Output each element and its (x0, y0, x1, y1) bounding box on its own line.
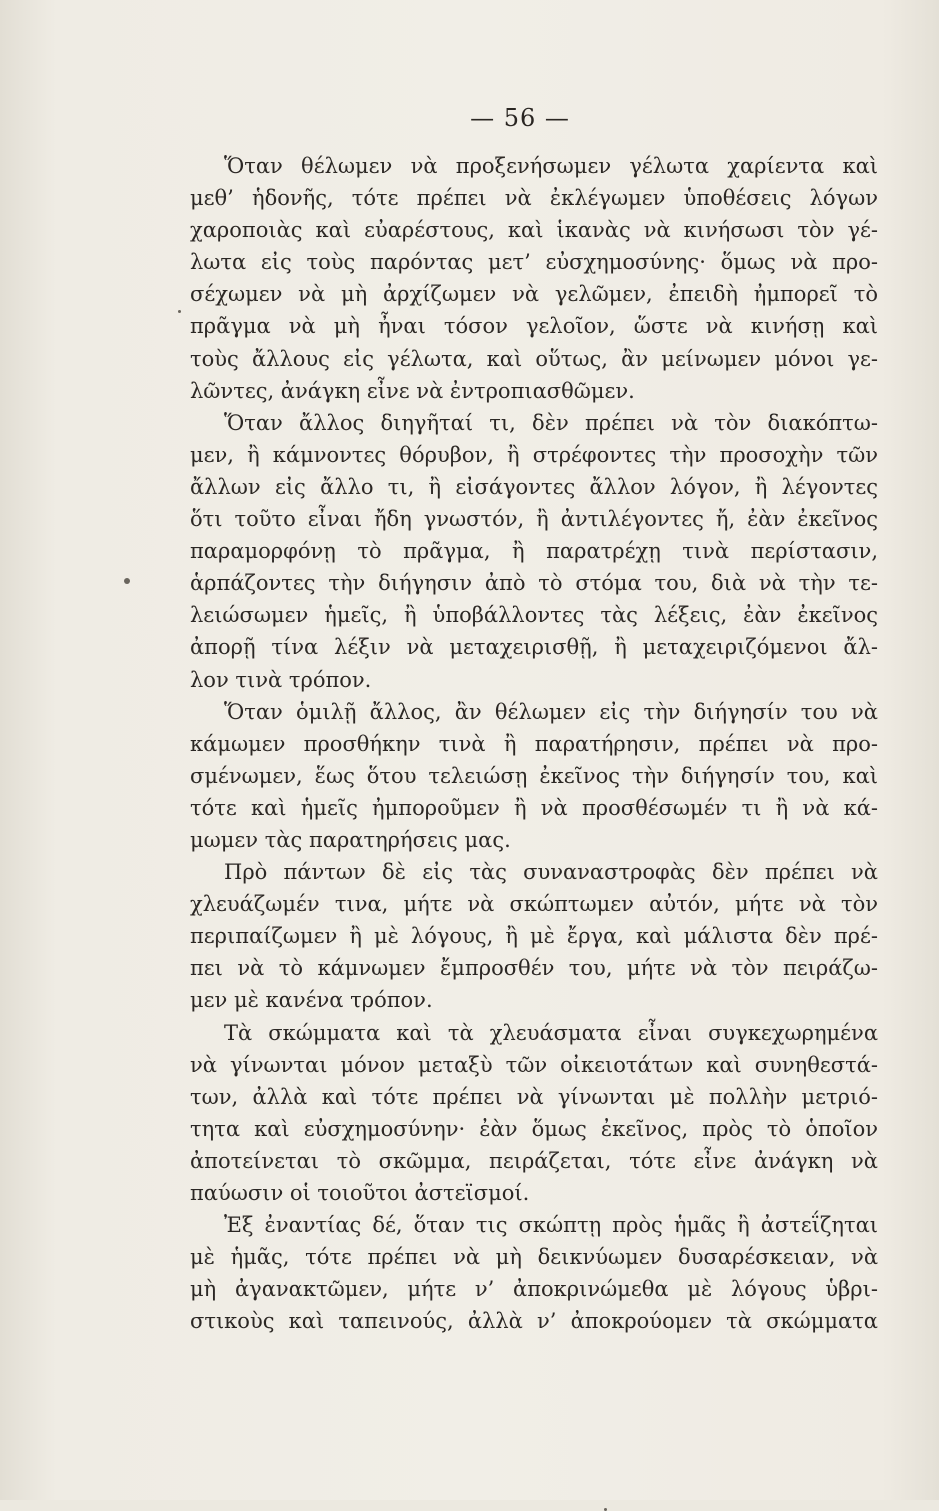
text-line: Ὅταν ἄλλος διηγῆταί τι, δὲν πρέπει νὰ τὸν διακόπτω- (224, 410, 878, 435)
text-line: παύωσιν οἱ τοιοῦτοι ἀστεϊσμοί. (190, 1181, 530, 1205)
text-line: μεθ’ ἡδονῆς, τότε πρέπει νὰ ἐκλέγωμεν ὑποθέσεις λόγων (190, 186, 878, 211)
print-speck (124, 578, 130, 584)
text-line: Ὅταν θέλωμεν νὰ προξενήσωμεν γέλωτα χαρίεντα καὶ (224, 154, 878, 178)
text-line: λῶντες, ἀνάγκη εἶνε νὰ ἐντροπιασθῶμεν. (190, 378, 635, 403)
text-line: τητα καὶ εὐσχημοσύνην· ἐὰν ὅμως ἐκεῖνος, πρὸς τὸ ὁποῖον (190, 1116, 878, 1141)
text-line: των, ἀλλὰ καὶ τότε πρέπει νὰ γίνωνται μὲ πολλὴν μετριό- (190, 1084, 878, 1109)
text-line: τότε καὶ ἡμεῖς ἠμποροῦμεν ἢ νὰ προσθέσωμέν τι ἢ νὰ κά- (190, 795, 878, 820)
text-line: χλευάζωμέν τινα, μήτε νὰ σκώπτωμεν αὐτόν, μήτε νὰ τὸν (190, 892, 878, 917)
text-line: πρᾶγμα νὰ μὴ ἦναι τόσον γελοῖον, ὥστε νὰ κινήσῃ καὶ (190, 314, 878, 339)
text-line: λωτα εἰς τοὺς παρόντας μετ’ εὐσχημοσύνης· ὅμως νὰ προ- (190, 250, 878, 275)
print-speck (178, 310, 181, 313)
text-line: ἄλλων εἰς ἄλλο τι, ἢ εἰσάγοντες ἄλλον λόγον, ἢ λέγοντες (190, 474, 878, 499)
text-line: μεν, ἢ κάμνοντες θόρυβον, ἢ στρέφοντες τὴν προσοχὴν τῶν (190, 442, 878, 467)
text-line: πει νὰ τὸ κάμνωμεν ἔμπροσθέν του, μήτε νὰ τὸν πειράζω- (190, 956, 878, 981)
text-line: Πρὸ πάντων δὲ εἰς τὰς συναναστροφὰς δὲν πρέπει νὰ (224, 860, 878, 885)
text-line: παραμορφόνῃ τὸ πρᾶγμα, ἢ παρατρέχῃ τινὰ περίστασιν, (190, 539, 878, 564)
text-line: Ἐξ ἐναντίας δέ, ὅταν τις σκώπτῃ πρὸς ἡμᾶς ἢ ἀστεΐζηται (224, 1213, 878, 1238)
text-line: μὴ ἀγανακτῶμεν, μήτε ν’ ἀποκρινώμεθα μὲ λόγους ὑβρι- (190, 1277, 878, 1302)
body-text (190, 150, 878, 1337)
text-line: μὲ ἡμᾶς, τότε πρέπει νὰ μὴ δεικνύωμεν δυσαρέσκειαν, νὰ (190, 1245, 878, 1270)
text-line: τοὺς ἄλλους εἰς γέλωτα, καὶ οὕτως, ἂν μείνωμεν μόνοι γε- (190, 346, 878, 371)
text-line: λειώσωμεν ἡμεῖς, ἢ ὑποβάλλοντες τὰς λέξεις, ἐὰν ἐκεῖνος (190, 603, 878, 628)
text-line: κάμωμεν προσθήκην τινὰ ἢ παρατήρησιν, πρέπει νὰ προ- (190, 731, 878, 756)
text-line: χαροποιὰς καὶ εὐαρέστους, καὶ ἱκανὰς νὰ κινήσωσι τὸν γέ- (190, 218, 878, 243)
text-line: σέχωμεν νὰ μὴ ἀρχίζωμεν νὰ γελῶμεν, ἐπειδὴ ἠμπορεῖ τὸ (190, 282, 878, 307)
text-line: ἁρπάζοντες τὴν διήγησιν ἀπὸ τὸ στόμα του, διὰ νὰ τὴν τε- (190, 571, 878, 596)
page-number: — 56 — (470, 104, 570, 132)
text-line: ἀπορῇ τίνα λέξιν νὰ μεταχειρισθῇ, ἢ μεταχειριζόμενοι ἄλ- (190, 635, 878, 660)
text-line: στικοὺς καὶ ταπεινούς, ἀλλὰ ν’ ἀποκρούομεν τὰ σκώμματα (190, 1309, 878, 1334)
text-line: νὰ γίνωνται μόνον μεταξὺ τῶν οἰκειοτάτων καὶ συνηθεστά- (190, 1052, 878, 1077)
text-line: σμένωμεν, ἕως ὅτου τελειώσῃ ἐκεῖνος τὴν διήγησίν του, καὶ (190, 763, 878, 788)
text-line: μωμεν τὰς παρατηρήσεις μας. (190, 827, 511, 852)
text-line: περιπαίζωμεν ἢ μὲ λόγους, ἢ μὲ ἔργα, καὶ μάλιστα δὲν πρέ- (190, 924, 878, 949)
text-line: μεν μὲ κανένα τρόπον. (190, 988, 433, 1013)
text-line: Ὅταν ὁμιλῇ ἄλλος, ἂν θέλωμεν εἰς τὴν διήγησίν του νὰ (224, 699, 878, 724)
text-line: ὅτι τοῦτο εἶναι ἤδη γνωστόν, ἢ ἀντιλέγοντες ἤ, ἐὰν ἐκεῖνος (190, 507, 878, 532)
text-line: ἀποτείνεται τὸ σκῶμμα, πειράζεται, τότε εἶνε ἀνάγκη νὰ (190, 1148, 878, 1173)
text-line: Τὰ σκώμματα καὶ τὰ χλευάσματα εἶναι συγκεχωρημένα (224, 1020, 878, 1045)
text-line: λον τινὰ τρόπον. (190, 667, 372, 692)
